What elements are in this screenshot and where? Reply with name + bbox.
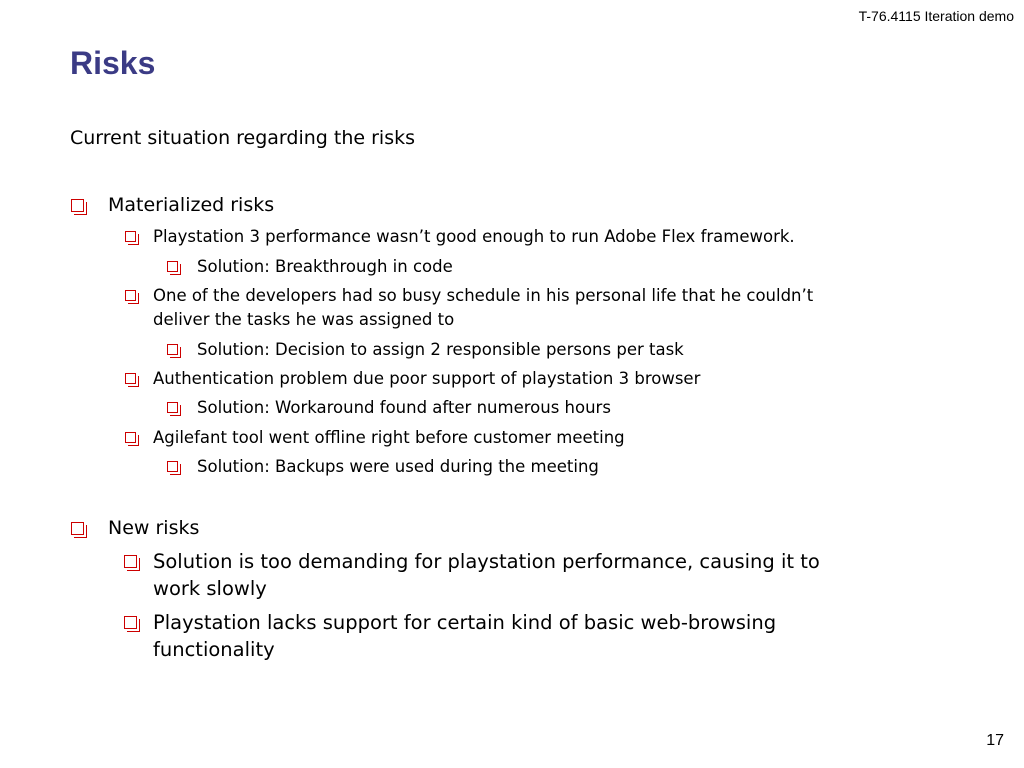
square-bullet-icon — [124, 616, 137, 629]
solution-item — [197, 396, 611, 420]
new-risk-item — [153, 609, 776, 663]
square-bullet-icon — [71, 522, 84, 535]
new-risk-item — [153, 548, 820, 602]
bullet-text-line-1: Playstation lacks support for certain kind of basic web-browsing — [153, 611, 777, 634]
risk-item — [153, 284, 813, 332]
square-bullet-icon — [167, 402, 178, 413]
square-bullet-icon — [167, 344, 178, 355]
bullet-new-risks — [108, 515, 199, 541]
risk-item — [153, 426, 625, 450]
risk-item — [153, 367, 700, 391]
bullet-text: Solution: Breakthrough in code — [197, 257, 453, 276]
square-bullet-icon — [125, 432, 136, 443]
bullet-text: Materialized risks — [108, 194, 275, 216]
square-bullet-icon — [124, 555, 137, 568]
bullet-materialized-risks — [108, 192, 274, 218]
square-bullet-icon — [167, 261, 178, 272]
square-bullet-icon — [167, 461, 178, 472]
page-title: Risks — [70, 45, 156, 81]
bullet-text: Solution: Workaround found after numerous hours — [197, 398, 611, 417]
bullet-text: Solution: Decision to assign 2 responsible persons per task — [197, 340, 684, 359]
bullet-text-line-2: work slowly — [153, 577, 267, 600]
bullet-text-line-2: deliver the tasks he was assigned to — [153, 310, 455, 329]
square-bullet-icon — [125, 290, 136, 301]
bullet-text-line-1: One of the developers had so busy schedule in his personal life that he couldn’t — [153, 286, 814, 305]
bullet-text: New risks — [108, 517, 200, 539]
header-tag: T-76.4115 Iteration demo — [858, 8, 1014, 24]
page-number: 17 — [986, 732, 1004, 749]
bullet-text-line-2: functionality — [153, 638, 275, 661]
risk-item — [153, 225, 795, 249]
bullet-text: Solution: Backups were used during the meeting — [197, 457, 599, 476]
bullet-text-line-1: Solution is too demanding for playstation performance, causing it to — [153, 550, 820, 573]
bullet-text: Authentication problem due poor support of playstation 3 browser — [153, 369, 701, 388]
intro-text: Current situation regarding the risks — [70, 127, 416, 149]
square-bullet-icon — [71, 199, 84, 212]
bullet-text: Playstation 3 performance wasn’t good enough to run Adobe Flex framework. — [153, 227, 795, 246]
square-bullet-icon — [125, 231, 136, 242]
bullet-text: Agilefant tool went offline right before customer meeting — [153, 428, 625, 447]
solution-item — [197, 255, 453, 279]
solution-item — [197, 338, 684, 362]
square-bullet-icon — [125, 373, 136, 384]
solution-item — [197, 455, 599, 479]
